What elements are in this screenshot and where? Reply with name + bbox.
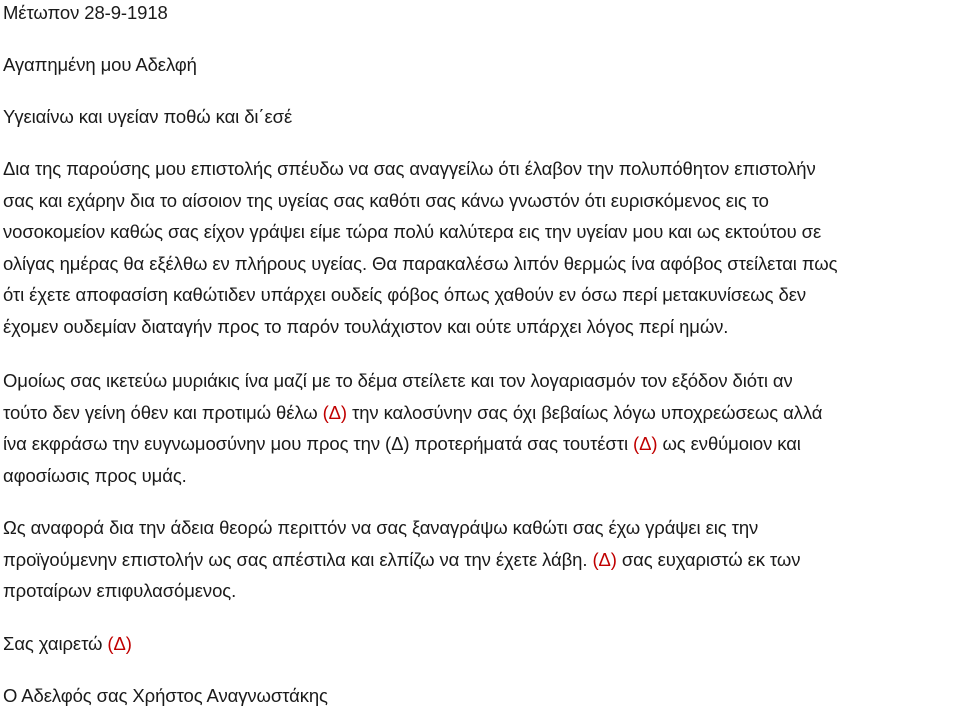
paragraph-1-line: Δια της παρούσης μου επιστολής σπέυδω να σας αναγγείλω ότι έλαβον την πολυπόθητον επιστολήν: [3, 158, 816, 179]
paragraph-2-line: Ομοίως σας ικετεύω μυριάκις ίνα μαζί με το δέμα στείλετε και τον λογαριασμόν τον εξόδον διότι αν: [3, 370, 793, 391]
greeting: Υγειαίνω και υγείαν ποθώ και δι΄εσέ: [3, 106, 293, 127]
paragraph-1-line: ότι έχετε αποφασίση καθώτιδεν υπάρχει ουδείς φόβος όπως χαθούν εν όσω περί μετακυνίσεως δεν: [3, 284, 806, 305]
paragraph-3: [3, 512, 953, 607]
paragraph-3-line: προταίρων επιφυλασόμενος.: [3, 580, 237, 601]
text-segment: σας ευχαριστώ εκ των: [616, 548, 801, 570]
signature: Ο Αδελφός σας Χρήστος Αναγνωστάκης: [3, 685, 328, 706]
paragraph-1: [3, 153, 953, 342]
paragraph-1-line: νοσοκομείον καθώς σας είχον γράψει είμε τώρα πολύ καλύτερα εις την υγείαν μου και ως εκτούτου σε: [3, 221, 822, 242]
paragraph-1-line: σας και εχάρην δια το αίσοιον της υγείας σας καθότι σας κάνω γνωστόν ότι ευρισκόμενος εις το: [3, 189, 769, 211]
closing-text: Σας χαιρετώ: [3, 633, 108, 654]
paragraph-2-line: [3, 428, 953, 460]
paragraph-3-line: Ως αναφορά δια την άδεια θεορώ περιττόν να σας ξαναγράψω καθώτι σας έχω γράψει εις την: [3, 517, 759, 538]
paragraph-1-line: ολίγας ημέρας θα εξέλθω εν πλήρους υγείας. Θα παρακαλέσω λιπόν θερμώς ίνα αφόβος στείλεται πως: [3, 252, 838, 274]
delta-marker: (Δ): [592, 548, 617, 570]
paragraph-2-line: αφοσίωσις προς υμάς.: [3, 464, 187, 486]
closing-line: [3, 633, 132, 655]
paragraph-3-line: [3, 544, 953, 576]
text-segment: ως ενθύμοιον και: [657, 433, 801, 454]
paragraph-2-line: [3, 397, 953, 429]
date-line: Μέτωπον 28-9-1918: [3, 2, 168, 23]
delta-marker: (Δ): [107, 633, 132, 654]
delta-marker: (Δ): [633, 433, 658, 454]
salutation: Αγαπημένη μου Αδελφή: [3, 54, 197, 75]
paragraph-1-line: έχομεν ουδεμίαν διαταγήν προς το παρόν τουλάχιστον και ούτε υπάρχει λόγος περί ημών.: [3, 315, 729, 337]
text-segment: την καλοσύνην σας όχι βεβαίως λόγω υποχρεώσεως αλλά: [347, 401, 823, 423]
paragraph-2: [3, 365, 953, 491]
text-segment: προϊγούμενην επιστολήν ως σας απέστιλα και ελπίζω να την έχετε λάβη.: [3, 548, 593, 570]
text-segment: ίνα εκφράσω την ευγνωμοσύνην μου προς την (Δ) προτερήματά σας τουτέστι: [3, 433, 634, 454]
delta-marker: (Δ): [322, 401, 347, 423]
text-segment: τούτο δεν γείνη όθεν και προτιμώ θέλω: [3, 401, 323, 423]
